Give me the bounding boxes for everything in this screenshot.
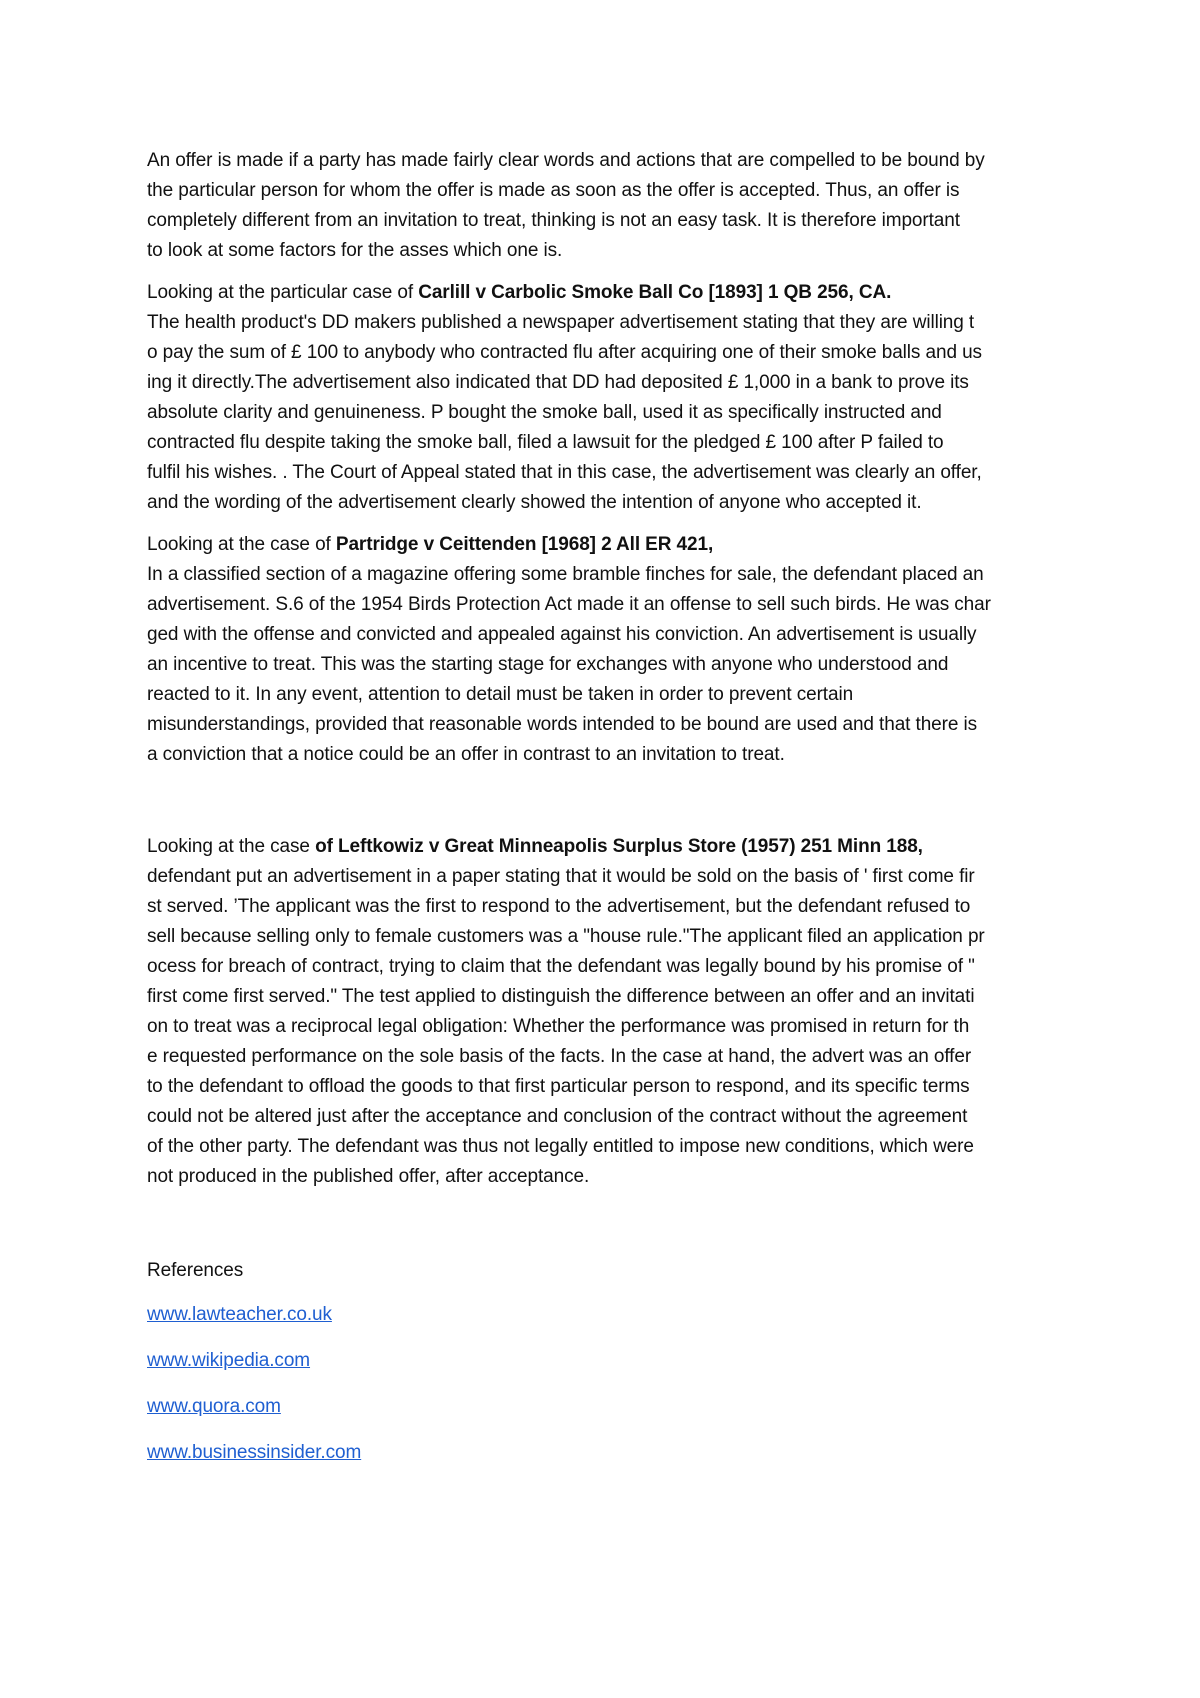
case-intro-text: Looking at the case <box>147 836 316 857</box>
reference-link-wikipedia[interactable]: www.wikipedia.com <box>147 1350 311 1371</box>
case-heading-line <box>147 832 1067 862</box>
case-citation: Carlill v Carbolic Smoke Ball Co [1893] 1 QB 256, CA. <box>418 282 892 303</box>
text-line: sell because selling only to female customers was a "house rule."The applicant filed an application pr <box>147 926 985 947</box>
carlill-case-paragraph <box>147 278 1067 518</box>
case-intro-text: Looking at the particular case of <box>147 282 419 303</box>
text-line: ocess for breach of contract, trying to claim that the defendant was legally bound by his promise of " <box>147 956 975 977</box>
reference-link-quora[interactable]: www.quora.com <box>147 1396 281 1417</box>
case-heading-line <box>147 530 1067 560</box>
text-line: not produced in the published offer, after acceptance. <box>147 1166 590 1187</box>
reference-link-lawteacher[interactable]: www.lawteacher.co.uk <box>147 1304 332 1325</box>
case-heading-line <box>147 278 1067 308</box>
references-heading: References <box>147 1260 244 1281</box>
text-line: first come first served." The test applied to distinguish the difference between an offer and an invitati <box>147 986 975 1007</box>
text-line: The health product's DD makers published a newspaper advertisement stating that they are willing t <box>147 312 975 333</box>
text-line: o pay the sum of £ 100 to anybody who contracted flu after acquiring one of their smoke balls and us <box>147 342 982 363</box>
text-line: st served. ’The applicant was the first to respond to the advertisement, but the defendant refused to <box>147 896 971 917</box>
text-line: to the defendant to offload the goods to that first particular person to respond, and its specific terms <box>147 1076 970 1097</box>
text-line: absolute clarity and genuineness. P bought the smoke ball, used it as specifically instructed and <box>147 402 942 423</box>
text-line: An offer is made if a party has made fairly clear words and actions that are compelled to be bound by <box>147 150 985 171</box>
text-line: e requested performance on the sole basis of the facts. In the case at hand, the advert was an offer <box>147 1046 972 1067</box>
text-line: an incentive to treat. This was the starting stage for exchanges with anyone who understood and <box>147 654 949 675</box>
partridge-case-paragraph <box>147 530 1067 770</box>
text-line: misunderstandings, provided that reasonable words intended to be bound are used and that there is <box>147 714 978 735</box>
blank-space <box>147 782 1067 832</box>
references-list <box>147 1300 1067 1468</box>
intro-paragraph <box>147 146 1067 266</box>
leftkowiz-case-paragraph <box>147 832 1067 1192</box>
text-line: reacted to it. In any event, attention to detail must be taken in order to prevent certain <box>147 684 854 705</box>
text-line: contracted flu despite taking the smoke ball, filed a lawsuit for the pledged £ 100 after P failed to <box>147 432 944 453</box>
text-line: defendant put an advertisement in a paper stating that it would be sold on the basis of ' first come fir <box>147 866 975 887</box>
text-line: could not be altered just after the acceptance and conclusion of the contract without the agreement <box>147 1106 968 1127</box>
text-line: the particular person for whom the offer is made as soon as the offer is accepted. Thus, an offer is <box>147 180 960 201</box>
text-line: and the wording of the advertisement clearly showed the intention of anyone who accepted it. <box>147 492 922 513</box>
reference-link-businessinsider[interactable]: www.businessinsider.com <box>147 1442 362 1463</box>
text-line: advertisement. S.6 of the 1954 Birds Protection Act made it an offense to sell such birds. He was char <box>147 594 991 615</box>
text-line: a conviction that a notice could be an offer in contrast to an invitation to treat. <box>147 744 785 765</box>
blank-space <box>147 1204 1067 1256</box>
case-citation: Partridge v Ceittenden [1968] 2 All ER 421, <box>335 534 714 555</box>
text-line: of the other party. The defendant was thus not legally entitled to impose new conditions, which were <box>147 1136 974 1157</box>
text-line: to look at some factors for the asses which one is. <box>147 240 563 261</box>
text-line: completely different from an invitation to treat, thinking is not an easy task. It is therefore important <box>147 210 960 231</box>
text-line: fulfil his wishes. . The Court of Appeal stated that in this case, the advertisement was clearly an offer, <box>147 462 982 483</box>
case-intro-text: Looking at the case of <box>147 534 336 555</box>
text-line: ged with the offense and convicted and appealed against his conviction. An advertisement is usually <box>147 624 977 645</box>
text-line: In a classified section of a magazine offering some bramble finches for sale, the defendant placed an <box>147 564 984 585</box>
text-line: ing it directly.The advertisement also indicated that DD had deposited £ 1,000 in a bank to prove its <box>147 372 969 393</box>
case-citation: of Leftkowiz v Great Minneapolis Surplus Store (1957) 251 Minn 188, <box>315 836 923 857</box>
text-line: on to treat was a reciprocal legal obligation: Whether the performance was promised in return for th <box>147 1016 970 1037</box>
document-body <box>147 146 1067 1484</box>
